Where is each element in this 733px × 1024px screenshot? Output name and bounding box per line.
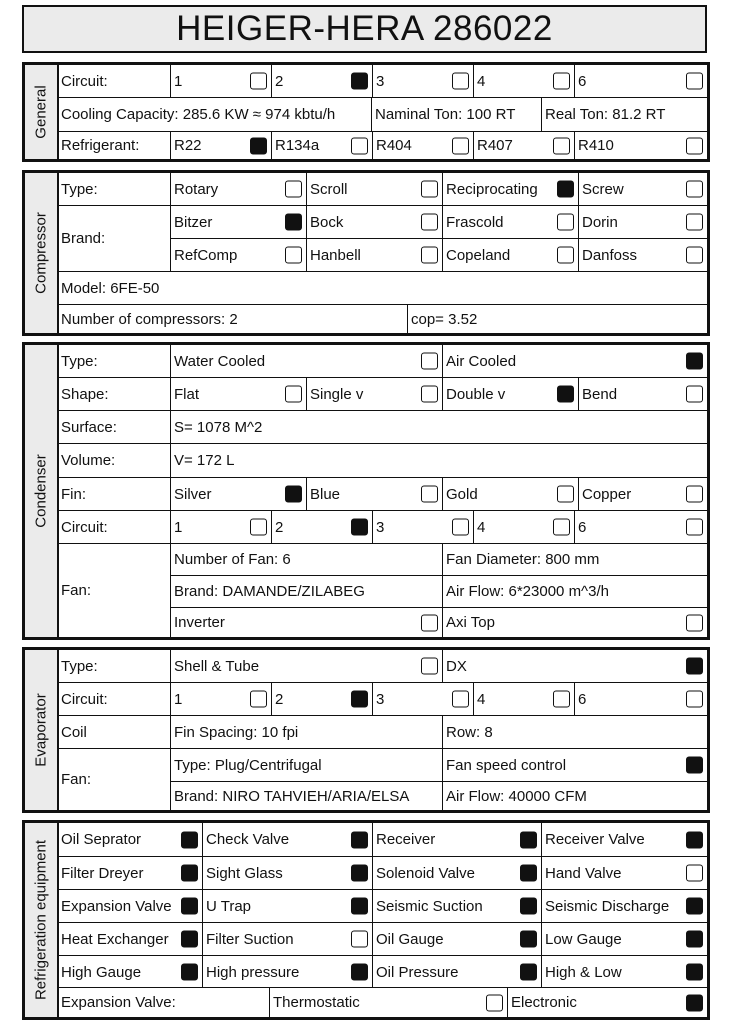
equipment-item[interactable]: High & Low — [541, 955, 707, 988]
checkbox-icon[interactable] — [181, 898, 198, 915]
condenser-type-label: Type: — [57, 345, 170, 377]
condenser-surface-value: S= 1078 M^2 — [170, 410, 707, 443]
evaporator-row: Row: 8 — [442, 715, 707, 748]
condenser-fan-airflow: Air Flow: 6*23000 m^3/h — [442, 575, 707, 607]
general-circuit-4[interactable]: 4 — [473, 65, 574, 97]
checkbox-icon[interactable] — [686, 757, 703, 774]
brand-dorin[interactable]: Dorin — [578, 205, 707, 238]
checkbox-icon[interactable] — [686, 519, 703, 536]
condenser-fan-label: Fan: — [57, 543, 170, 637]
checkbox-icon[interactable] — [553, 73, 570, 90]
equipment-section-label — [25, 823, 59, 1017]
equipment-item[interactable]: Filter Suction — [202, 922, 372, 955]
brand-bock[interactable]: Bock — [306, 205, 442, 238]
checkbox-icon[interactable] — [351, 931, 368, 948]
condenser-type-water[interactable]: Water Cooled — [170, 345, 442, 377]
sheet-title: HEIGER-HERA 286022 — [22, 5, 707, 53]
checkbox-icon[interactable] — [686, 137, 703, 154]
general-circuit-label: Circuit: — [57, 65, 170, 97]
condenser-circuit-2[interactable]: 2 — [271, 510, 372, 543]
evaporator-circuit-4[interactable]: 4 — [473, 682, 574, 715]
checkbox-icon[interactable] — [285, 486, 302, 503]
compressor-type-label: Type: — [57, 173, 170, 205]
checkbox-icon[interactable] — [686, 247, 703, 264]
refrigerant-label: Refrigerant: — [57, 131, 170, 159]
evaporator-fan-type: Type: Plug/Centrifugal — [170, 748, 442, 781]
checkbox-icon[interactable] — [686, 181, 703, 198]
checkbox-icon[interactable] — [557, 181, 574, 198]
checkbox-icon[interactable] — [181, 964, 198, 981]
checkbox-icon[interactable] — [421, 658, 438, 675]
refrigerant-r410[interactable]: R410 — [574, 131, 707, 159]
checkbox-icon[interactable] — [686, 994, 703, 1011]
checkbox-icon[interactable] — [686, 353, 703, 370]
checkbox-icon[interactable] — [421, 247, 438, 264]
compressor-type-reciprocating[interactable]: Reciprocating — [442, 173, 578, 205]
equipment-item[interactable]: Low Gauge — [541, 922, 707, 955]
evaporator-fan-label: Fan: — [57, 748, 170, 810]
equipment-section — [22, 820, 710, 1020]
checkbox-icon[interactable] — [452, 519, 469, 536]
checkbox-icon[interactable] — [351, 898, 368, 915]
checkbox-icon[interactable] — [351, 865, 368, 882]
evaporator-fan-airflow: Air Flow: 40000 CFM — [442, 781, 707, 810]
checkbox-icon[interactable] — [285, 386, 302, 403]
equipment-item[interactable]: Solenoid Valve — [372, 856, 541, 889]
checkbox-icon[interactable] — [686, 865, 703, 882]
brand-danfoss[interactable]: Danfoss — [578, 238, 707, 271]
expansion-valve-label: Expansion Valve: — [57, 987, 269, 1017]
compressor-section-label — [25, 173, 59, 333]
condenser-section-label — [25, 345, 59, 637]
checkbox-icon[interactable] — [686, 73, 703, 90]
evaporator-type-dx[interactable]: DX — [442, 650, 707, 682]
equipment-item[interactable]: U Trap — [202, 889, 372, 922]
checkbox-icon[interactable] — [351, 73, 368, 90]
checkbox-icon[interactable] — [351, 831, 368, 848]
shape-double-v[interactable]: Double v — [442, 377, 578, 410]
checkbox-icon[interactable] — [285, 181, 302, 198]
evaporator-circuit-1[interactable]: 1 — [170, 682, 271, 715]
equipment-item[interactable]: Seismic Suction — [372, 889, 541, 922]
brand-frascold[interactable]: Frascold — [442, 205, 578, 238]
checkbox-icon[interactable] — [452, 137, 469, 154]
checkbox-icon[interactable] — [250, 519, 267, 536]
general-circuit-6[interactable]: 6 — [574, 65, 707, 97]
checkbox-icon[interactable] — [421, 386, 438, 403]
checkbox-icon[interactable] — [686, 964, 703, 981]
evaporator-fan-brand: Brand: NIRO TAHVIEH/ARIA/ELSA — [170, 781, 442, 810]
checkbox-icon[interactable] — [557, 386, 574, 403]
general-label-text: General — [32, 85, 50, 139]
checkbox-icon[interactable] — [553, 137, 570, 154]
condenser-circuit-1[interactable]: 1 — [170, 510, 271, 543]
equipment-item[interactable]: Oil Pressure — [372, 955, 541, 988]
condenser-volume-value: V= 172 L — [170, 443, 707, 477]
checkbox-icon[interactable] — [553, 691, 570, 708]
checkbox-icon[interactable] — [351, 519, 368, 536]
fin-gold[interactable]: Gold — [442, 477, 578, 510]
checkbox-icon[interactable] — [452, 73, 469, 90]
brand-refcomp[interactable]: RefComp — [170, 238, 306, 271]
naminal-ton: Naminal Ton: 100 RT — [371, 97, 541, 131]
evaporator-fan-speed-control[interactable]: Fan speed control — [442, 748, 707, 781]
evaporator-section — [22, 647, 710, 813]
evaporator-label-text: Evaporator — [32, 693, 50, 767]
compressor-model: Model: 6FE-50 — [57, 271, 707, 304]
checkbox-icon[interactable] — [520, 931, 537, 948]
shape-single-v[interactable]: Single v — [306, 377, 442, 410]
evaporator-circuit-3[interactable]: 3 — [372, 682, 473, 715]
refrigerant-r134a[interactable]: R134a — [271, 131, 372, 159]
checkbox-icon[interactable] — [250, 137, 267, 154]
compressor-type-scroll[interactable]: Scroll — [306, 173, 442, 205]
compressor-number: Number of compressors: 2 — [57, 304, 407, 333]
condenser-fan-diameter: Fan Diameter: 800 mm — [442, 543, 707, 575]
checkbox-icon[interactable] — [686, 614, 703, 631]
checkbox-icon[interactable] — [557, 247, 574, 264]
fan-inverter[interactable]: Inverter — [170, 607, 442, 637]
checkbox-icon[interactable] — [351, 137, 368, 154]
checkbox-icon[interactable] — [421, 614, 438, 631]
checkbox-icon[interactable] — [421, 214, 438, 231]
checkbox-icon[interactable] — [520, 865, 537, 882]
expansion-electronic[interactable]: Electronic — [507, 987, 707, 1017]
checkbox-icon[interactable] — [553, 519, 570, 536]
checkbox-icon[interactable] — [686, 214, 703, 231]
equipment-item[interactable]: Sight Glass — [202, 856, 372, 889]
checkbox-icon[interactable] — [486, 994, 503, 1011]
evaporator-section-label — [25, 650, 59, 810]
checkbox-icon[interactable] — [557, 486, 574, 503]
fan-axi-top[interactable]: Axi Top — [442, 607, 707, 637]
checkbox-icon[interactable] — [686, 386, 703, 403]
condenser-label-text: Condenser — [32, 454, 50, 528]
checkbox-icon[interactable] — [351, 691, 368, 708]
equipment-item[interactable]: Filter Dreyer — [57, 856, 202, 889]
equipment-item[interactable]: Check Valve — [202, 823, 372, 856]
fin-blue[interactable]: Blue — [306, 477, 442, 510]
condenser-circuit-3[interactable]: 3 — [372, 510, 473, 543]
checkbox-icon[interactable] — [181, 931, 198, 948]
brand-hanbell[interactable]: Hanbell — [306, 238, 442, 271]
condenser-surface-label: Surface: — [57, 410, 170, 443]
checkbox-icon[interactable] — [557, 214, 574, 231]
general-section-label — [25, 65, 59, 159]
general-circuit-1[interactable]: 1 — [170, 65, 271, 97]
fin-silver[interactable]: Silver — [170, 477, 306, 510]
shape-flat[interactable]: Flat — [170, 377, 306, 410]
general-circuit-3[interactable]: 3 — [372, 65, 473, 97]
checkbox-icon[interactable] — [421, 181, 438, 198]
checkbox-icon[interactable] — [686, 486, 703, 503]
checkbox-icon[interactable] — [686, 658, 703, 675]
checkbox-icon[interactable] — [520, 964, 537, 981]
checkbox-icon[interactable] — [351, 964, 368, 981]
checkbox-icon[interactable] — [250, 691, 267, 708]
equipment-item[interactable]: Seismic Discharge — [541, 889, 707, 922]
checkbox-icon[interactable] — [421, 486, 438, 503]
condenser-section — [22, 342, 710, 640]
compressor-section — [22, 170, 710, 336]
equipment-item[interactable]: High Gauge — [57, 955, 202, 988]
equipment-item[interactable]: Hand Valve — [541, 856, 707, 889]
brand-copeland[interactable]: Copeland — [442, 238, 578, 271]
equipment-item[interactable]: Receiver — [372, 823, 541, 856]
general-section — [22, 62, 710, 162]
brand-bitzer[interactable]: Bitzer — [170, 205, 306, 238]
refrigerant-r407[interactable]: R407 — [473, 131, 574, 159]
general-circuit-2[interactable]: 2 — [271, 65, 372, 97]
evaporator-circuit-6[interactable]: 6 — [574, 682, 707, 715]
refrigerant-r22[interactable]: R22 — [170, 131, 271, 159]
expansion-thermostatic[interactable]: Thermostatic — [269, 987, 507, 1017]
checkbox-icon[interactable] — [520, 831, 537, 848]
equipment-label-text: Refrigeration equipment — [32, 839, 50, 1001]
checkbox-icon[interactable] — [686, 691, 703, 708]
equipment-item[interactable]: Heat Exchanger — [57, 922, 202, 955]
checkbox-icon[interactable] — [520, 898, 537, 915]
evaporator-fin-spacing: Fin Spacing: 10 fpi — [170, 715, 442, 748]
checkbox-icon[interactable] — [285, 247, 302, 264]
condenser-circuit-4[interactable]: 4 — [473, 510, 574, 543]
compressor-label-text: Compressor — [32, 212, 50, 294]
condenser-fan-number: Number of Fan: 6 — [170, 543, 442, 575]
checkbox-icon[interactable] — [181, 865, 198, 882]
fin-copper[interactable]: Copper — [578, 477, 707, 510]
checkbox-icon[interactable] — [250, 73, 267, 90]
checkbox-icon[interactable] — [686, 898, 703, 915]
checkbox-icon[interactable] — [181, 831, 198, 848]
evaporator-circuit-2[interactable]: 2 — [271, 682, 372, 715]
condenser-shape-label: Shape: — [57, 377, 170, 410]
condenser-fan-brand: Brand: DAMANDE/ZILABEG — [170, 575, 442, 607]
condenser-fin-label: Fin: — [57, 477, 170, 510]
condenser-type-air[interactable]: Air Cooled — [442, 345, 707, 377]
real-ton: Real Ton: 81.2 RT — [541, 97, 707, 131]
evaporator-type-label: Type: — [57, 650, 170, 682]
equipment-item[interactable]: Receiver Valve — [541, 823, 707, 856]
equipment-item[interactable]: High pressure — [202, 955, 372, 988]
condenser-volume-label: Volume: — [57, 443, 170, 477]
condenser-circuit-label: Circuit: — [57, 510, 170, 543]
checkbox-icon[interactable] — [686, 831, 703, 848]
compressor-brand-label: Brand: — [57, 205, 170, 271]
evaporator-coil-label: Coil — [57, 715, 170, 748]
equipment-item[interactable]: Oil Gauge — [372, 922, 541, 955]
compressor-cop: cop= 3.52 — [407, 304, 707, 333]
compressor-type-screw[interactable]: Screw — [578, 173, 707, 205]
checkbox-icon[interactable] — [285, 214, 302, 231]
checkbox-icon[interactable] — [421, 353, 438, 370]
evaporator-type-shell-tube[interactable]: Shell & Tube — [170, 650, 442, 682]
checkbox-icon[interactable] — [452, 691, 469, 708]
condenser-circuit-6[interactable]: 6 — [574, 510, 707, 543]
evaporator-circuit-label: Circuit: — [57, 682, 170, 715]
equipment-item[interactable]: Expansion Valve — [57, 889, 202, 922]
compressor-type-rotary[interactable]: Rotary — [170, 173, 306, 205]
cooling-capacity: Cooling Capacity: 285.6 KW ≈ 974 kbtu/h — [57, 97, 371, 131]
refrigerant-r404[interactable]: R404 — [372, 131, 473, 159]
checkbox-icon[interactable] — [686, 931, 703, 948]
equipment-item[interactable]: Oil Seprator — [57, 823, 202, 856]
shape-bend[interactable]: Bend — [578, 377, 707, 410]
